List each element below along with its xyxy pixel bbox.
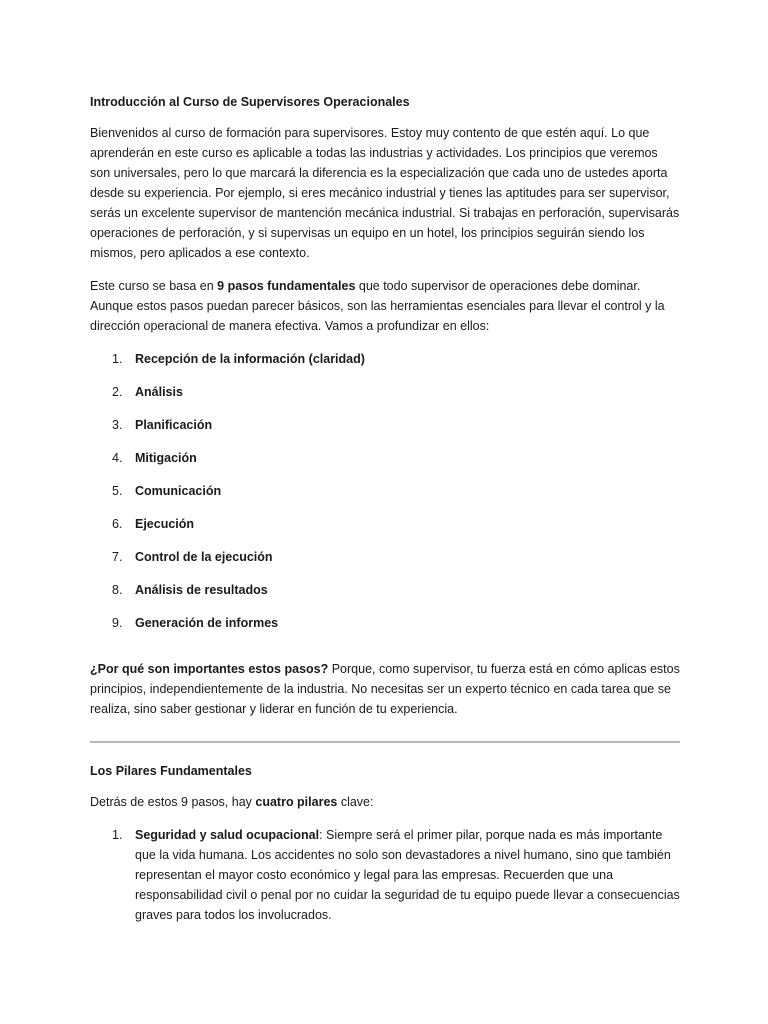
pillars-list	[90, 825, 680, 925]
basis-text-pre: Este curso se basa en	[90, 279, 218, 293]
document-body	[90, 90, 680, 925]
basis-text-bold: 9 pasos fundamentales	[217, 279, 356, 293]
step-number: 3.	[112, 418, 123, 432]
pillars-intro-post: clave:	[337, 795, 374, 809]
step-number: 2.	[112, 385, 123, 399]
step-label: Comunicación	[135, 484, 222, 498]
step-label: Mitigación	[135, 451, 197, 465]
pillar-item	[90, 825, 680, 925]
step-label: Planificación	[135, 418, 213, 432]
pillars-intro-paragraph	[90, 792, 680, 812]
step-label: Generación de informes	[135, 616, 279, 630]
step-label: Control de la ejecución	[135, 550, 273, 564]
step-label: Ejecución	[135, 517, 195, 531]
step-item	[90, 349, 680, 382]
step-number: 7.	[112, 550, 123, 564]
steps-list	[90, 349, 680, 646]
step-item	[90, 547, 680, 580]
pillar-title: Seguridad y salud ocupacional	[135, 828, 320, 842]
step-label: Análisis	[135, 385, 183, 399]
step-item	[90, 514, 680, 547]
step-number: 4.	[112, 451, 123, 465]
step-item	[90, 415, 680, 448]
why-paragraph	[90, 659, 680, 719]
why-answer: Porque, como supervisor, tu fuerza está en cómo aplicas estos principios, independientemente de la industria. No necesitas ser un experto técnico en cada tarea que se realiza, sino saber gestionar y liderar en función de tu experiencia.	[90, 662, 680, 716]
step-number: 9.	[112, 616, 123, 630]
step-item	[90, 448, 680, 481]
step-label: Recepción de la información (claridad)	[135, 352, 365, 366]
pillars-heading: Los Pilares Fundamentales	[90, 764, 252, 778]
step-item	[90, 481, 680, 514]
step-number: 8.	[112, 583, 123, 597]
step-item	[90, 613, 680, 646]
step-item	[90, 382, 680, 415]
section-divider	[90, 741, 680, 743]
pillar-number: 1.	[112, 828, 123, 842]
pillar-description: : Siempre será el primer pilar, porque nada es más importante que la vida humana. Los accidentes no solo son devastadores a nivel humano, sino que también representan el mayor costo económico y legal para las empresas. Recuerden que una responsabilidad civil o penal por no cuidar la seguridad de tu equipo puede llevar a consecuencias graves para todos los involucrados.	[135, 828, 680, 922]
intro-paragraph: Bienvenidos al curso de formación para supervisores. Estoy muy contento de que estén aquí. Lo que aprenderán en este curso es aplicable a todas las industrias y actividades. Los principios que veremos son universales, pero lo que marcará la diferencia es la especialización que cada uno de ustedes aporta desde su experiencia. Por ejemplo, si eres mecánico industrial y tienes las aptitudes para ser supervisor, serás un excelente supervisor de mantención mecánica industrial. Si trabajas en perforación, supervisarás operaciones de perforación, y si supervisas un equipo en un hotel, los principios seguirán siendo los mismos, pero aplicados a ese contexto.	[90, 126, 680, 260]
pillars-intro-pre: Detrás de estos 9 pasos, hay	[90, 795, 256, 809]
document-title: Introducción al Curso de Supervisores Operacionales	[90, 95, 410, 109]
why-question: ¿Por qué son importantes estos pasos?	[90, 662, 329, 676]
step-label: Análisis de resultados	[135, 583, 268, 597]
step-number: 6.	[112, 517, 123, 531]
step-number: 1.	[112, 352, 123, 366]
pillars-intro-bold: cuatro pilares	[255, 795, 338, 809]
step-item	[90, 580, 680, 613]
basis-paragraph	[90, 276, 680, 336]
basis-text-post: que todo supervisor de operaciones debe dominar. Aunque estos pasos puedan parecer básicos, son las herramientas esenciales para llevar el control y la dirección operacional de manera efectiva. Vamos a profundizar en ellos:	[90, 279, 665, 333]
pillar-text	[135, 825, 680, 925]
step-number: 5.	[112, 484, 123, 498]
